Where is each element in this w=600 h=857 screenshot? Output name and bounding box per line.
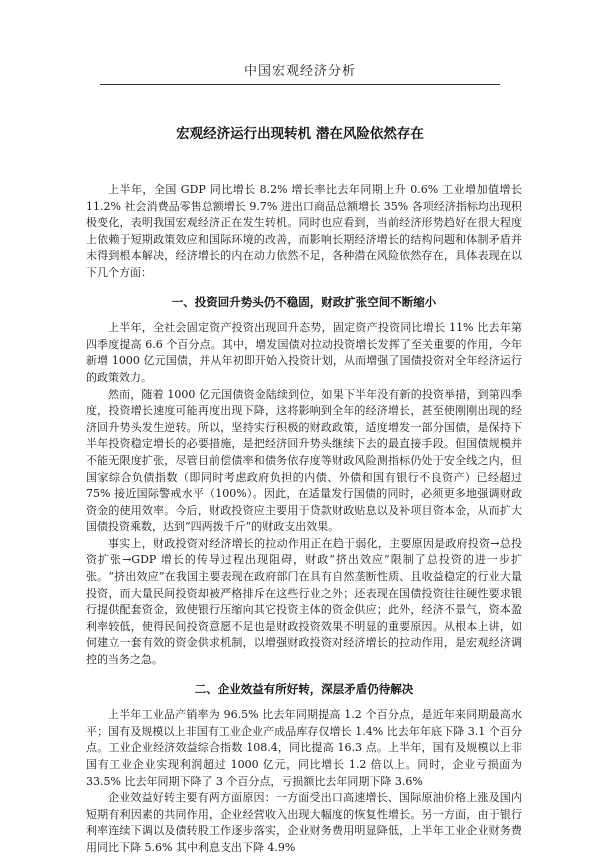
- section-1-paragraph-3: 事实上，财政投资对经济增长的拉动作用正在趋于弱化，主要原因是政府投资→总投资扩张→GDP 增长的传导过程出现阻碍，财政“挤出效应”限制了总投资的进一步扩张。“挤出效应”在我国主要表现在政府部门在具有自然垄断性质、且收益稳定的行业大量投资，而大量民间投资却被严格排斥在这些行业之外；还表现在国债投资往往硬性要求银行提供配套资金，致使银行压缩向其它投资主体的资金供应；此外，经济不景气，资本盈利率较低，使得民间投资意愿不足也是财政投资效果不明显的重要原因。从根本上讲，如何建立一套有效的资金供求机制，以增强财政投资对经济增长的拉动作用，是宏观经济调控的当务之急。: [86, 536, 522, 667]
- header-divider: [100, 84, 500, 85]
- section-2-paragraph-2: 企业效益好转主要有两方面原因：一方面受出口高速增长、国际原油价格上涨及国内短期有利因素的共同作用，企业经营收入出现大幅度的恢复性增长。另一方面，由于银行利率连续下调以及债转股工作逐步落实，企业财务费用明显降低，上半年工业企业财务费用同比下降 5.6% 其中利息支出下降 4.9%: [86, 791, 522, 854]
- section-1-heading: 一、投资回升势头仍不稳固，财政扩张空间不断缩小: [171, 294, 437, 309]
- section-1-paragraph-1: 上半年，全社会固定资产投资出现回升态势，固定资产投资同比增长 11% 比去年第四季度提高 6.6 个百分点。其中，增发国债对拉动投资增长发挥了至关重要的作用，今年新增 1000 亿元国债，并从年初即开始入投资计划，从而增强了国债投资对全年经济运行的政策效力。: [86, 321, 522, 384]
- article-body: [86, 182, 522, 857]
- running-header: 中国宏观经济分析: [243, 64, 356, 79]
- article-title: 宏观经济运行出现转机 潜在风险依然存在: [176, 126, 424, 142]
- section-1-paragraph-2: 然而，随着 1000 亿元国债资金陆续到位，如果下半年没有新的投资举措，到第四季度，投资增长速度可能再度出现下降，这将影响到全年的经济增长，甚至使刚刚出现的经济回升势头发生逆转。所以，坚持实行积极的财政政策，适度增发一部分国债，是保持下半年投资稳定增长的必要措施，是把经济回升势头继续下去的最直接手段。但国债规模并不能无限度扩张，尽管目前偿债率和债务依存度等财政风险测指标仍处于安全线之内，但国家综合负债指数（即同时考虑政府负担的内债、外债和国有银行不良资产）已经超过 75% 接近国际警戒水平（100%）。因此，在适量发行国债的同时，必须更多地强调财政资金的使用效率。今后，财政投资应主要用于贷款财政贴息以及补项目资本金，从而扩大国债投资乘数，达到“四两拨千斤”的财政支出效果。: [86, 387, 522, 534]
- section-2-paragraph-1: 上半年工业品产销率为 96.5% 比去年同期提高 1.2 个百分点，是近年来同期最高水平；国有及规模以上非国有工业企业产成品库存仅增长 1.4% 比去年年底下降 3.1 个百分点。工业企业经济效益综合指数 108.4，同比提高 16.3 点。上半年，国有及规模以上非国有工业企业实现利润超过 1000 亿元，同比增长 1.2 倍以上。同时，企业亏损面为 33.5% 比去年同期下降了 3 个百分点，亏损额比去年同期下降 3.6%: [86, 708, 522, 788]
- section-2-heading: 二、企业效益有所好转，深层矛盾仍待解决: [194, 681, 414, 696]
- intro-paragraph: 上半年，全国 GDP 同比增长 8.2% 增长率比去年同期上升 0.6% 工业增加值增长 11.2% 社会消费品零售总额增长 9.7% 进出口商品总额增长 35% 各项经济指标均出现积极变化，表明我国宏观经济正在发生转机。同时也应看到，当前经济形势趋好在很大程度上依赖于短期政策效应和国际环境的改善，而影响长期经济增长的结构问题和体制矛盾并未得到根本解决，经济增长的内在动力依然不足，各种潜在风险依然存在，具体表现在以下几个方面：: [86, 183, 522, 279]
